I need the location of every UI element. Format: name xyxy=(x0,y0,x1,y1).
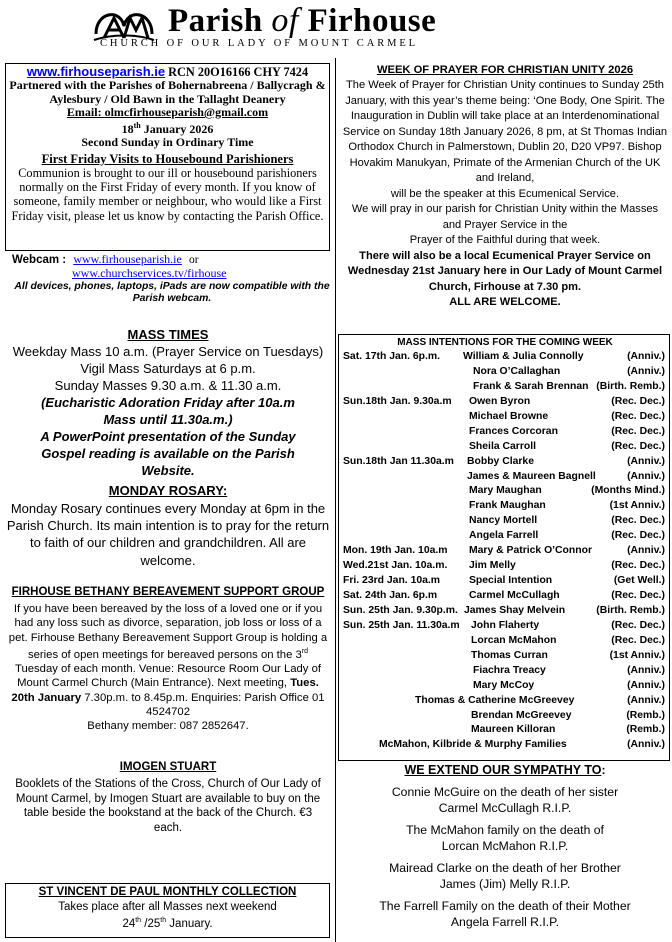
intention-type: (Rec. Dec.) xyxy=(611,395,665,407)
intention-name: Mary McCoy xyxy=(473,679,535,691)
webcam-note: All devices, phones, laptops, iPads are now compatible with the Parish webcam. xyxy=(14,280,330,305)
intention-row xyxy=(343,679,667,694)
intention-name: Nancy Mortell xyxy=(469,515,538,527)
intention-name: Mary Maughan xyxy=(469,485,542,497)
sympathy-rip: Carmel McCullagh R.I.P. xyxy=(438,801,572,815)
unity-section xyxy=(340,63,670,311)
intention-name: Bobby Clarke xyxy=(467,455,534,467)
mass-weekday: Weekday Mass 10 a.m. (Prayer Service on Tuesdays) xyxy=(12,344,324,359)
sympathy-list xyxy=(340,784,670,930)
intention-row xyxy=(343,529,667,544)
unity-faithful: Prayer of the Faithful during that week. xyxy=(409,234,601,246)
intention-row xyxy=(343,589,667,604)
parish-info-box xyxy=(5,63,330,251)
intention-type: (1st Anniv.) xyxy=(609,500,665,512)
intention-type: (Rec. Dec.) xyxy=(611,590,665,601)
intention-name: Carmel McCullagh xyxy=(469,590,560,601)
intention-name: Owen Byron xyxy=(469,395,531,407)
unity-local-service: There will also be a local Ecumenical Prayer Service on Wednesday 21st January here in Our Lady of Mount Carmel Church, Firhouse at 7.30 pm. xyxy=(347,249,663,293)
intention-name: McMahon, Kilbride & Murphy Families xyxy=(379,739,567,751)
intention-row xyxy=(343,649,667,664)
intention-type: (Rec. Dec.) xyxy=(611,440,665,452)
intention-row xyxy=(343,664,667,679)
page-title: Parish of Firhouse xyxy=(168,2,437,39)
intentions-list xyxy=(343,350,667,753)
intention-row xyxy=(343,499,667,514)
svdp-line1: Takes place after all Masses next weekend xyxy=(58,901,277,913)
intention-type: (1st Anniv.) xyxy=(609,649,665,661)
intention-row xyxy=(343,470,667,485)
intention-type: (Birth. Remb.) xyxy=(596,604,665,616)
intention-date: Sun.18th Jan. 9.30a.m xyxy=(343,395,452,407)
page-header xyxy=(0,0,672,56)
intention-type: (Anniv.) xyxy=(627,664,665,676)
sympathy-rip: Angela Farrell R.I.P. xyxy=(450,915,560,929)
intention-row xyxy=(343,455,667,470)
partnership-text: Partnered with the Parishes of Bohernabreena / Ballycragh & Aylesbury / Old Bawn in the Tallaght Deanery xyxy=(9,78,326,106)
intention-name: Mary & Patrick O’Connor xyxy=(469,545,592,557)
intention-row xyxy=(343,484,667,499)
intention-type: (Rec. Dec.) xyxy=(611,410,665,422)
intention-name: Jim Melly xyxy=(469,560,516,572)
website-link[interactable]: www.firhouseparish.ie xyxy=(26,64,166,79)
intention-row xyxy=(343,574,667,589)
intention-row xyxy=(343,694,667,709)
svdp-heading: ST VINCENT DE PAUL MONTHLY COLLECTION xyxy=(38,886,297,898)
imogen-section xyxy=(6,759,330,835)
unity-welcome: ALL ARE WELCOME. xyxy=(449,296,561,308)
webcam-link-parish[interactable]: www.firhouseparish.ie xyxy=(73,252,182,266)
intention-name: Fiachra Treacy xyxy=(473,664,546,676)
intention-type: (Anniv.) xyxy=(627,351,665,362)
intention-type: (Anniv.) xyxy=(627,694,665,706)
webcam-link-churchservices[interactable]: www.churchservices.tv/firhouse xyxy=(72,265,227,280)
intention-name: Lorcan McMahon xyxy=(471,634,557,646)
intention-row xyxy=(343,440,667,455)
intention-type: (Rec. Dec.) xyxy=(611,560,665,572)
intention-name: Thomas Curran xyxy=(471,649,548,661)
intentions-title: MASS INTENTIONS FOR THE COMING WEEK xyxy=(397,337,613,348)
svdp-box xyxy=(5,883,330,938)
sympathy-line: The McMahon family on the death of xyxy=(406,823,604,837)
intention-row xyxy=(343,619,667,634)
bethany-member: Bethany member: 087 2852647. xyxy=(87,720,249,733)
intention-name: Maureen Killoran xyxy=(471,724,556,736)
intention-type: (Anniv.) xyxy=(627,739,665,751)
intention-type: (Anniv.) xyxy=(627,545,665,557)
intention-name: Special Intention xyxy=(469,575,553,587)
intention-name: James & Maureen Bagnell xyxy=(467,470,596,482)
liturgical-sunday: Second Sunday in Ordinary Time xyxy=(81,135,254,150)
rosary-heading: MONDAY ROSARY: xyxy=(108,483,228,498)
intention-type: (Rec. Dec.) xyxy=(611,425,665,437)
intention-row xyxy=(343,365,667,380)
adoration-text: (Eucharistic Adoration Friday after 10a.m Mass until 11.30a.m.) xyxy=(41,395,295,427)
bethany-heading: FIRHOUSE BETHANY BEREAVEMENT SUPPORT GROUP xyxy=(11,586,325,598)
mass-intentions-box xyxy=(338,334,670,761)
intention-name: Thomas & Catherine McGreevey xyxy=(415,694,575,706)
sympathy-line: The Farrell Family on the death of their Mother xyxy=(379,899,631,913)
intention-name: Angela Farrell xyxy=(469,530,539,542)
mass-sunday: Sunday Masses 9.30 a.m. & 11.30 a.m. xyxy=(54,378,282,393)
unity-speaker: will be the speaker at this Ecumenical Service. xyxy=(390,187,620,200)
intention-row xyxy=(343,410,667,425)
email-text[interactable]: Email: olmcfirhouseparish@gmail.com xyxy=(66,104,269,119)
intention-row xyxy=(343,350,667,365)
intention-date: Fri. 23rd Jan. 10a.m xyxy=(343,575,441,587)
sympathy-entry xyxy=(340,860,670,892)
bulletin-date: 18th January 2026 xyxy=(121,121,214,137)
svdp-line2: 24th /25th January. xyxy=(122,917,213,930)
intention-name: Nora O’Callaghan xyxy=(473,365,561,377)
mass-times-heading: MASS TIMES xyxy=(127,327,209,342)
intention-type: (Months Mind.) xyxy=(591,485,665,497)
sympathy-line: Mairead Clarke on the death of her Brother xyxy=(389,861,621,875)
sympathy-section: WE EXTEND OUR SYMPATHY TO: Connie McGuire on the death of her sister Carmel McCullagh R.I.P. The McMahon family on the death of Lorcan McMahon R.I.P. Mairead Clarke on the death of her Brother James (Jim) Melly R.I.P. The Farrell Family on the death of their Mother Angela Farrell R.I.P. xyxy=(340,762,670,930)
intention-type: (Anniv.) xyxy=(627,365,665,377)
intention-type: (Anniv.) xyxy=(627,470,665,482)
intention-name: Frank & Sarah Brennan xyxy=(473,380,589,392)
intention-date: Sat. 17th Jan. 6p.m. xyxy=(343,351,441,362)
intention-type: (Anniv.) xyxy=(627,679,665,691)
unity-paragraph: The Week of Prayer for Christian Unity continues to Sunday 25th January, with this year’s theme being: ‘One Body, One Spirit. The Inauguration in Dublin will take place at an Interdenominational Service on Sunday 18th January 2026, 8 pm, at St Thomas Indian Orthodox Church in Palmerstown, Dublin 20, D20 VP97. Bishop Hovakim Manukyan, Primate of the Armenian Church of the UK and Ireland, xyxy=(342,79,668,184)
intention-row xyxy=(343,395,667,410)
intention-type: (Anniv.) xyxy=(627,455,665,467)
sympathy-rip: Lorcan McMahon R.I.P. xyxy=(441,839,569,853)
intention-row xyxy=(343,738,667,753)
page-subtitle: CHURCH OF OUR LADY OF MOUNT CARMEL xyxy=(100,38,418,49)
intention-row xyxy=(343,544,667,559)
intention-name: Brendan McGreevey xyxy=(471,709,572,721)
intention-row xyxy=(343,425,667,440)
intention-row xyxy=(343,634,667,649)
intention-type: (Get Well.) xyxy=(613,575,665,587)
intention-name: William & Julia Connolly xyxy=(463,351,584,362)
intention-type: (Birth. Remb.) xyxy=(596,380,665,392)
intention-type: (Rec. Dec.) xyxy=(611,634,665,646)
sympathy-entry xyxy=(340,784,670,816)
rcn-text: RCN 20O16166 CHY 7424 xyxy=(165,65,309,79)
first-friday-heading: First Friday Visits to Housebound Parishioners xyxy=(41,151,294,166)
intention-date: Sun. 25th Jan. 11.30a.m xyxy=(343,619,460,631)
sympathy-rip: James (Jim) Melly R.I.P. xyxy=(439,877,571,891)
intention-type: (Remb.) xyxy=(626,724,665,736)
intention-row xyxy=(343,380,667,395)
intention-name: Sheila Carroll xyxy=(469,440,536,452)
intention-row xyxy=(343,604,667,619)
intention-date: Sun.18th Jan 11.30a.m xyxy=(343,455,454,467)
bethany-text: If you have been bereaved by the loss of a loved one or if you had any loss such as divorce, separation, job loss or loss of a pet. Firhouse Bethany Bereavement Support Group is holding a series of open meetings for bereaved persons on the 3rd Tuesday of each month. Venue: Resource Room Our Lady of Mount Carmel Church (Main Entrance). Next meeting, Tues. 20th January 7.30p.m. to 8.45p.m. Enquiries: Parish Office 01 4524702 xyxy=(8,603,328,718)
intention-name: Michael Browne xyxy=(469,410,549,422)
webcam-section xyxy=(12,253,332,306)
intention-name: Frances Corcoran xyxy=(469,425,558,437)
unity-heading: WEEK OF PRAYER FOR CHRISTIAN UNITY 2026 xyxy=(376,64,634,76)
intention-row xyxy=(343,514,667,529)
intention-date: Sat. 24th Jan. 6p.m xyxy=(343,590,438,601)
rosary-text: Monday Rosary continues every Monday at 6pm in the Parish Church. Its main intention is to pray for the return to faith of our children and grandchildren. All are welcome. xyxy=(6,501,330,568)
intention-type: (Rec. Dec.) xyxy=(611,619,665,631)
intention-date: Wed.21st Jan. 10a.m. xyxy=(343,560,448,572)
rosary-section xyxy=(6,483,330,569)
intention-name: James Shay Melvein xyxy=(464,604,566,616)
bethany-section xyxy=(6,584,330,733)
webcam-label: Webcam : xyxy=(12,254,67,266)
webcam-or: or xyxy=(189,254,199,266)
sympathy-entry xyxy=(340,822,670,854)
intention-row xyxy=(343,709,667,724)
sympathy-line: Connie McGuire on the death of her sister xyxy=(391,785,619,799)
sympathy-entry xyxy=(340,898,670,930)
intention-name: John Flaherty xyxy=(471,619,540,631)
intention-type: (Remb.) xyxy=(626,709,665,721)
intention-type: (Rec. Dec.) xyxy=(611,515,665,527)
mass-times-section xyxy=(6,327,330,479)
sympathy-heading: WE EXTEND OUR SYMPATHY TO xyxy=(404,763,602,777)
intention-type: (Rec. Dec.) xyxy=(611,530,665,542)
intention-date: Sun. 25th Jan. 9.30p.m. xyxy=(343,604,458,616)
unity-pray: We will pray in our parish for Christian Unity within the Masses and Prayer Service in the xyxy=(351,203,659,231)
first-friday-text: Communion is brought to our ill or housebound parishioners normally on the First Friday of every month. If you know of someone, family member or neighbour, who would like a First Friday visit, please let us know by contacting the Parish Office. xyxy=(11,166,324,223)
intention-row xyxy=(343,723,667,738)
powerpoint-text: A PowerPoint presentation of the Sunday Gospel reading is available on the Parish Website. xyxy=(40,429,296,478)
imogen-text: Booklets of the Stations of the Cross, Church of Our Lady of Mount Carmel, by Imogen Stuart are available to buy on the table beside the bookstand at the back of the Church. €3 each. xyxy=(15,778,321,834)
intention-date: Mon. 19th Jan. 10a.m xyxy=(343,545,448,557)
intention-name: Frank Maughan xyxy=(469,500,546,512)
intention-row xyxy=(343,559,667,574)
imogen-heading: IMOGEN STUART xyxy=(119,761,217,773)
column-divider xyxy=(335,58,336,942)
mass-vigil: Vigil Mass Saturdays at 6 p.m. xyxy=(80,361,256,376)
